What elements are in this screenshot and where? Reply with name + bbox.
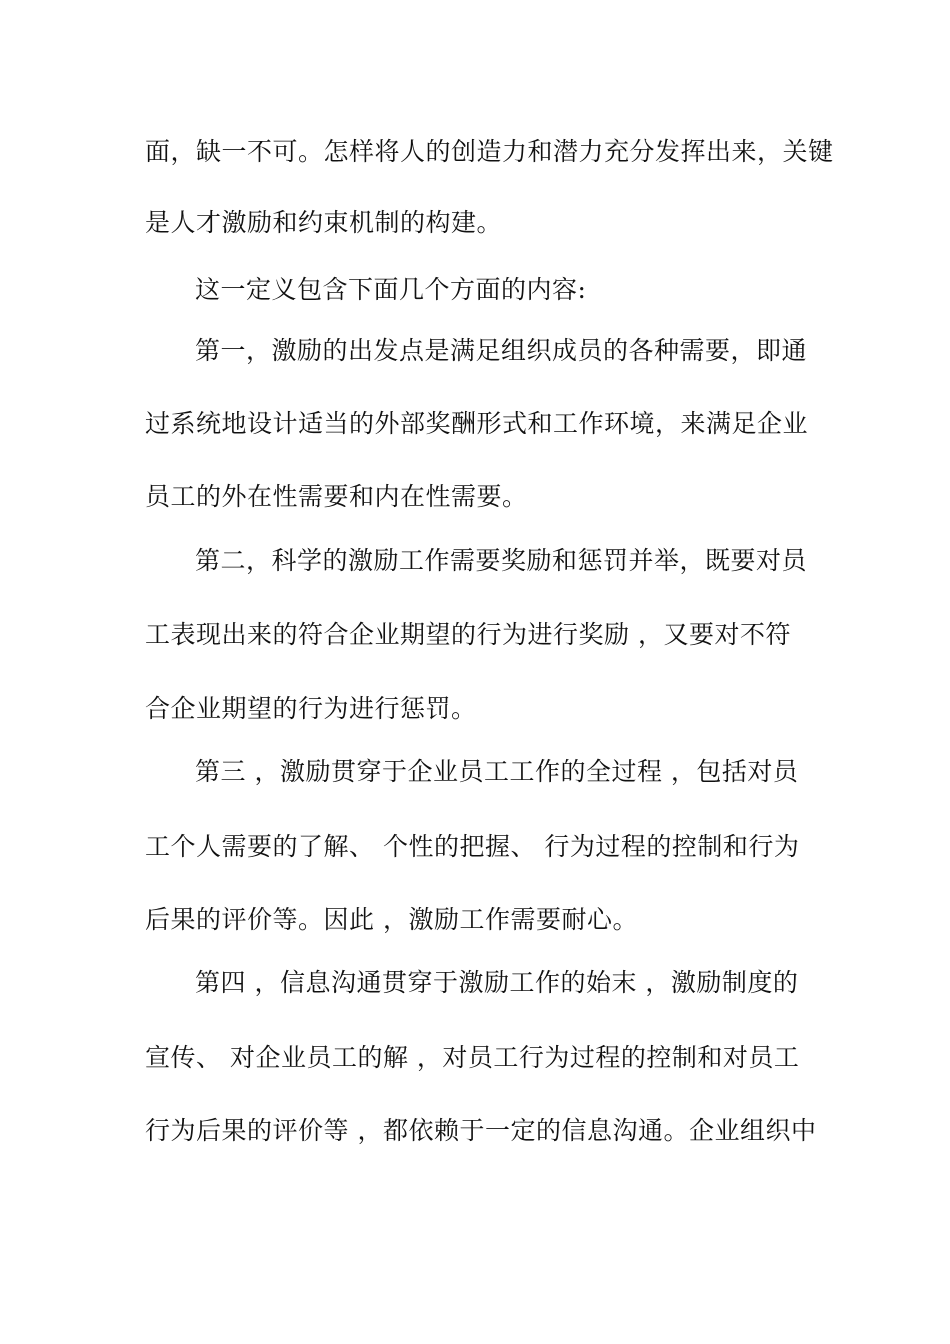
text-line: 行为后果的评价等 ，都依赖于一定的信息沟通。企业组织中 (145, 1116, 817, 1145)
paragraph-intro: 这一定义包含下面几个方面的内容: (195, 275, 587, 304)
paragraph-second: 第二，科学的激励工作需要奖励和惩罚并举，既要对员 (195, 546, 808, 575)
text-line: 宣传、 对企业员工的解 ，对员工行为过程的控制和对员工 (145, 1043, 800, 1072)
text-line: 过系统地设计适当的外部奖酬形式和工作环境，来满足企业 (145, 409, 809, 438)
text-line: 员工的外在性需要和内在性需要。 (145, 482, 528, 511)
text-line: 工个人需要的了解、 个性的把握、 行为过程的控制和行为 (145, 832, 800, 861)
paragraph-third: 第三 ，激励贯穿于企业员工工作的全过程 ，包括对员 (195, 757, 799, 786)
paragraph-first: 第一，激励的出发点是满足组织成员的各种需要，即通 (195, 336, 808, 365)
paragraph-fourth: 第四 ，信息沟通贯穿于激励工作的始末 ，激励制度的 (195, 968, 799, 997)
text-line: 工表现出来的符合企业期望的行为进行奖励 ，又要对不符 (145, 620, 791, 649)
text-line: 合企业期望的行为进行惩罚。 (145, 694, 477, 723)
text-line: 后果的评价等。因此 ，激励工作需要耐心。 (145, 905, 638, 934)
text-line: 面，缺一不可。怎样将人的创造力和潜力充分发挥出来，关键 (145, 137, 834, 166)
text-line: 是人才激励和约束机制的构建。 (145, 208, 503, 237)
